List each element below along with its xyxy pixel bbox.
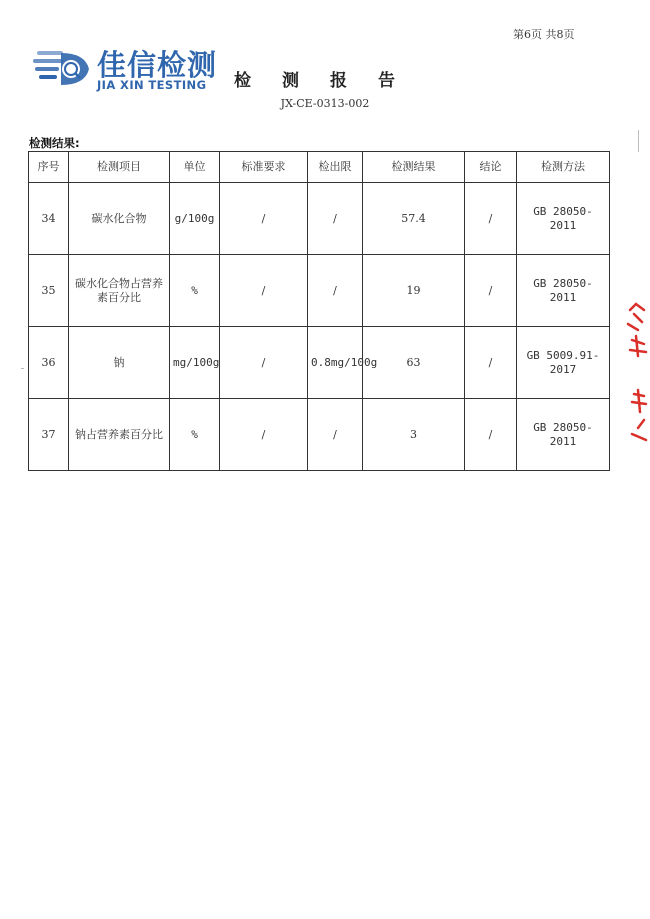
cell-method: GB 28050-2011 <box>517 255 610 327</box>
header-no: 序号 <box>29 152 69 183</box>
header-method: 检测方法 <box>517 152 610 183</box>
cell-limit: 0.8mg/100g <box>308 327 363 399</box>
table-header-row <box>29 152 610 183</box>
table-row <box>29 183 610 255</box>
cell-limit: / <box>308 399 363 471</box>
report-title: 检测报告 <box>234 71 426 91</box>
cell-unit: mg/100g <box>170 327 220 399</box>
results-table <box>28 151 610 471</box>
header-conclusion: 结论 <box>465 152 517 183</box>
header-result: 检测结果 <box>363 152 465 183</box>
cell-standard: / <box>220 255 308 327</box>
page-indicator: 第6页 共8页 <box>513 28 575 41</box>
cell-result: 63 <box>363 327 465 399</box>
company-logo <box>33 41 218 93</box>
cell-unit: % <box>170 399 220 471</box>
cell-method: GB 5009.91-2017 <box>517 327 610 399</box>
header-item: 检测项目 <box>69 152 170 183</box>
table-row <box>29 399 610 471</box>
cell-result: 19 <box>363 255 465 327</box>
cell-standard: / <box>220 399 308 471</box>
cell-standard: / <box>220 327 308 399</box>
scan-mark <box>638 130 639 152</box>
cell-conclusion: / <box>465 183 517 255</box>
scan-mark <box>21 368 24 369</box>
header-unit: 单位 <box>170 152 220 183</box>
cell-item: 钠 <box>69 327 170 399</box>
cell-standard: / <box>220 183 308 255</box>
cell-conclusion: / <box>465 399 517 471</box>
cell-unit: g/100g <box>170 183 220 255</box>
company-name-cn: 佳信检测 <box>97 48 218 82</box>
section-label: 检测结果: <box>29 136 80 150</box>
company-name-en: JIA XIN TESTING <box>97 78 207 92</box>
cell-no: 35 <box>29 255 69 327</box>
cell-no: 36 <box>29 327 69 399</box>
cell-item: 碳水化合物 <box>69 183 170 255</box>
report-number: JX-CE-0313-002 <box>280 97 370 110</box>
table-row <box>29 327 610 399</box>
cell-no: 34 <box>29 183 69 255</box>
table-row <box>29 255 610 327</box>
cell-conclusion: / <box>465 255 517 327</box>
cell-conclusion: / <box>465 327 517 399</box>
cell-unit: % <box>170 255 220 327</box>
header-standard: 标准要求 <box>220 152 308 183</box>
seal-stamp-fragment <box>622 300 650 450</box>
header-limit: 检出限 <box>308 152 363 183</box>
cell-method: GB 28050-2011 <box>517 399 610 471</box>
cell-no: 37 <box>29 399 69 471</box>
cell-item: 碳水化合物占营养素百分比 <box>69 255 170 327</box>
cell-result: 57.4 <box>363 183 465 255</box>
cell-method: GB 28050-2011 <box>517 183 610 255</box>
cell-limit: / <box>308 255 363 327</box>
cell-item: 钠占营养素百分比 <box>69 399 170 471</box>
cell-result: 3 <box>363 399 465 471</box>
logo-icon <box>33 47 93 89</box>
cell-limit: / <box>308 183 363 255</box>
